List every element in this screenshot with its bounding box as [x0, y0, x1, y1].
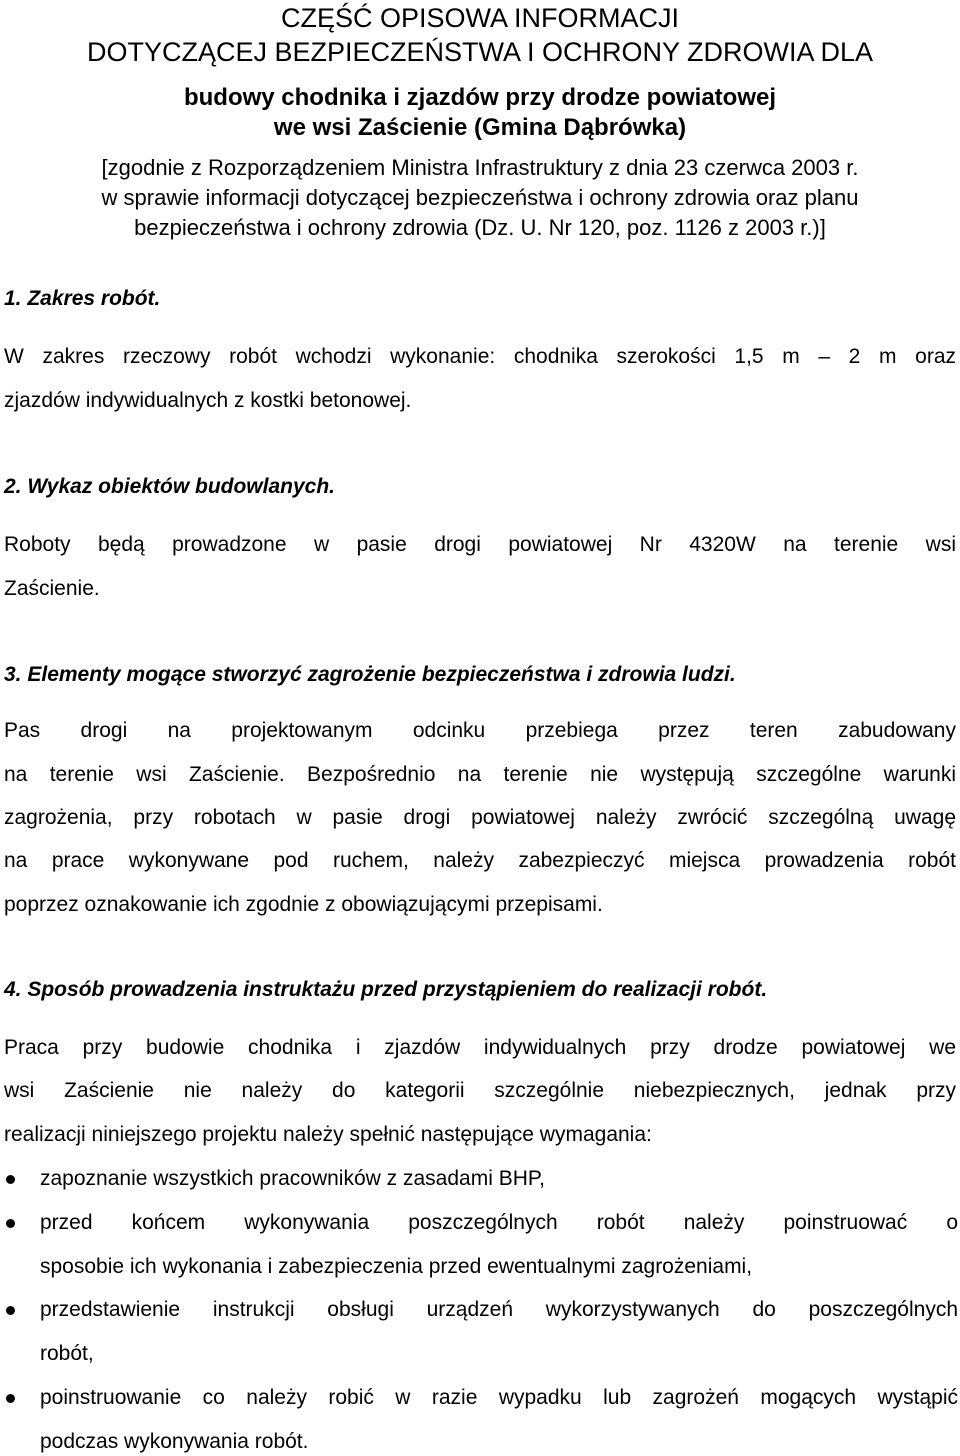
list-item-line-1: przed końcem wykonywania poszczególnych robót należy poinstruować o: [40, 1211, 958, 1234]
legal-basis-line-1: [zgodnie z Rozporządzeniem Ministra Infrastruktury z dnia 23 czerwca 2003 r.: [101, 155, 859, 180]
bullet-icon: [6, 1219, 15, 1228]
list-item-line-2: robót,: [40, 1342, 94, 1365]
document-title-line-2: DOTYCZĄCEJ BEZPIECZEŃSTWA I OCHRONY ZDROWIA DLA: [86, 37, 874, 67]
section-1-line-1: W zakres rzeczowy robót wchodzi wykonanie: chodnika szerokości 1,5 m – 2 m oraz: [4, 345, 956, 368]
legal-basis-line-3: bezpieczeństwa i ochrony zdrowia (Dz. U. Nr 120, poz. 1126 z 2003 r.)]: [134, 215, 826, 240]
document-title-line-1: CZĘŚĆ OPISOWA INFORMACJI: [280, 3, 680, 33]
list-item-line-1: przedstawienie instrukcji obsługi urządzeń wykorzystywanych do poszczególnych: [40, 1298, 958, 1321]
section-4-heading: 4. Sposób prowadzenia instruktażu przed przystąpieniem do realizacji robót.: [4, 978, 768, 1001]
bullet-icon: [6, 1306, 15, 1315]
section-3-heading: 3. Elementy mogące stworzyć zagrożenie bezpieczeństwa i zdrowia ludzi.: [4, 663, 736, 686]
list-item-line-2: sposobie ich wykonania i zabezpieczenia przed ewentualnymi zagrożeniami,: [40, 1255, 753, 1278]
section-4-line-1: Praca przy budowie chodnika i zjazdów indywidualnych przy drodze powiatowej we: [4, 1036, 956, 1059]
document-subtitle-line-1: budowy chodnika i zjazdów przy drodze powiatowej: [183, 84, 777, 111]
section-3-line-3: zagrożenia, przy robotach w pasie drogi powiatowej należy zwrócić szczególną uwagę: [4, 806, 956, 829]
list-item-line-2: podczas wykonywania robót.: [40, 1430, 309, 1453]
section-1-heading: 1. Zakres robót.: [4, 287, 161, 310]
section-2-line-1: Roboty będą prowadzone w pasie drogi powiatowej Nr 4320W na terenie wsi: [4, 533, 956, 556]
section-2-heading: 2. Wykaz obiektów budowlanych.: [4, 475, 336, 498]
list-item-line-1: zapoznanie wszystkich pracowników z zasadami BHP,: [40, 1167, 546, 1190]
bullet-icon: [6, 1394, 15, 1403]
legal-basis-line-2: w sprawie informacji dotyczącej bezpieczeństwa i ochrony zdrowia oraz planu: [101, 185, 859, 210]
list-item-line-1: poinstruowanie co należy robić w razie wypadku lub zagrożeń mogących wystąpić: [40, 1386, 958, 1409]
section-1-line-2: zjazdów indywidualnych z kostki betonowej.: [4, 389, 412, 412]
document-subtitle-line-2: we wsi Zaścienie (Gmina Dąbrówka): [273, 114, 687, 141]
section-3-line-1: Pas drogi na projektowanym odcinku przebiega przez teren zabudowany: [4, 719, 956, 742]
section-3-line-2: na terenie wsi Zaścienie. Bezpośrednio na terenie nie występują szczególne warunki: [4, 763, 956, 786]
section-2-line-2: Zaścienie.: [4, 577, 100, 600]
bullet-icon: [6, 1175, 15, 1184]
section-3-line-4: na prace wykonywane pod ruchem, należy zabezpieczyć miejsca prowadzenia robót: [4, 849, 956, 872]
section-3-line-5: poprzez oznakowanie ich zgodnie z obowiązującymi przepisami.: [4, 893, 603, 916]
section-4-line-3: realizacji niniejszego projektu należy spełnić następujące wymagania:: [4, 1123, 652, 1146]
section-4-line-2: wsi Zaścienie nie należy do kategorii szczególnie niebezpiecznych, jednak przy: [4, 1079, 956, 1102]
